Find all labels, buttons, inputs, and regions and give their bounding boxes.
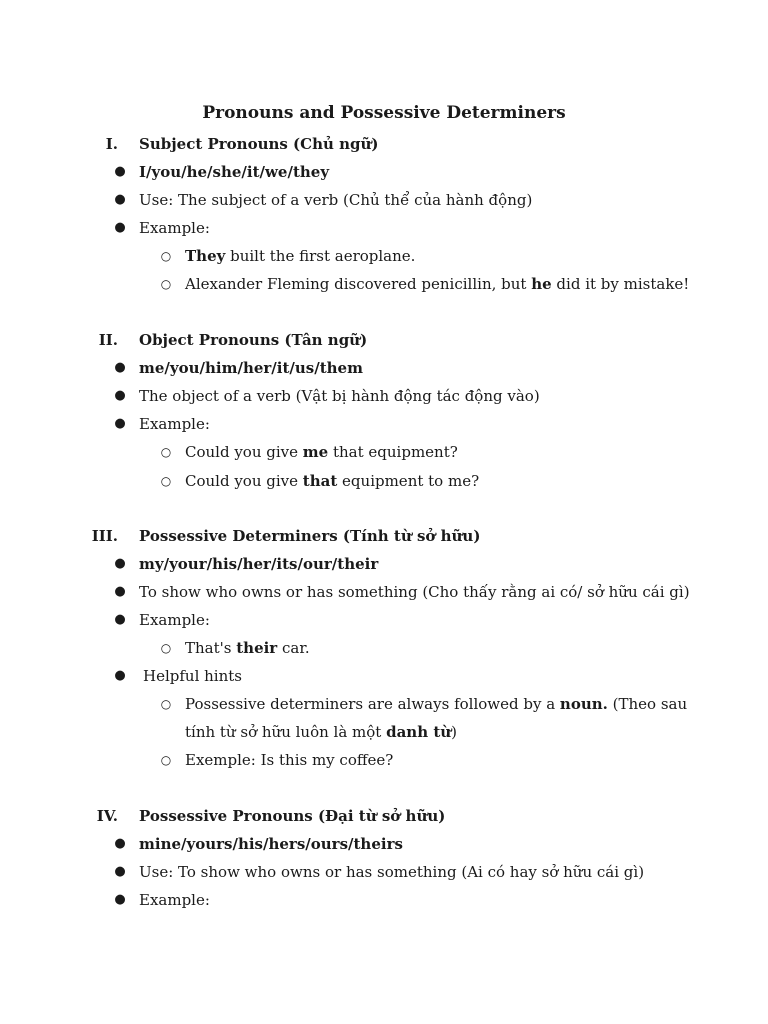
circle-bullet-icon: ○ xyxy=(160,474,172,488)
pronoun-forms: I/you/he/she/it/we/they xyxy=(139,163,330,181)
circle-bullet-icon: ○ xyxy=(160,697,172,711)
example-item: Could you give that equipment to me? xyxy=(185,472,480,490)
example-label: Example: xyxy=(139,219,210,237)
section-numeral: III. xyxy=(91,527,118,545)
example-label: Example: xyxy=(139,611,210,629)
section-heading: Possessive Pronouns (Đại từ sở hữu) xyxy=(139,807,446,825)
example-label: Example: xyxy=(139,415,210,433)
example-item: That's their car. xyxy=(185,639,310,657)
section-heading: Object Pronouns (Tân ngữ) xyxy=(139,331,368,349)
bullet-icon: ● xyxy=(114,668,126,683)
usage-text: To show who owns or has something (Cho thấy rằng ai có/ sở hữu cái gì) xyxy=(139,583,690,601)
usage-text: The object of a verb (Vật bị hành động tác động vào) xyxy=(139,387,540,405)
pronoun-forms: me/you/him/her/it/us/them xyxy=(139,359,363,377)
bullet-icon: ● xyxy=(114,612,126,627)
page-title: Pronouns and Possessive Determiners xyxy=(202,103,566,123)
example-item: They built the first aeroplane. xyxy=(185,247,416,265)
pronoun-forms: my/your/his/her/its/our/their xyxy=(139,555,379,573)
example-item: Alexander Fleming discovered penicillin, but he did it by mistake! xyxy=(185,275,690,293)
bullet-icon: ● xyxy=(114,192,126,207)
bullet-icon: ● xyxy=(114,864,126,879)
circle-bullet-icon: ○ xyxy=(160,277,172,291)
usage-text: Use: The subject of a verb (Chủ thể của hành động) xyxy=(139,191,533,209)
bullet-icon: ● xyxy=(114,388,126,403)
circle-bullet-icon: ○ xyxy=(160,249,172,263)
section-heading: Possessive Determiners (Tính từ sở hữu) xyxy=(139,527,481,545)
section-numeral: IV. xyxy=(96,807,118,825)
bullet-icon: ● xyxy=(114,220,126,235)
hint-item-continued: tính từ sở hữu luôn là một danh từ) xyxy=(185,723,458,741)
section-numeral: I. xyxy=(105,135,118,153)
circle-bullet-icon: ○ xyxy=(160,641,172,655)
pronoun-forms: mine/yours/his/hers/ours/theirs xyxy=(139,835,403,853)
circle-bullet-icon: ○ xyxy=(160,753,172,767)
bullet-icon: ● xyxy=(114,556,126,571)
section-heading: Subject Pronouns (Chủ ngữ) xyxy=(139,135,379,153)
hint-item: Possessive determiners are always followed by a noun. (Theo sau xyxy=(185,695,688,713)
bullet-icon: ● xyxy=(114,164,126,179)
bullet-icon: ● xyxy=(114,836,126,851)
usage-text: Use: To show who owns or has something (Ai có hay sở hữu cái gì) xyxy=(139,863,645,881)
bullet-icon: ● xyxy=(114,416,126,431)
bullet-icon: ● xyxy=(114,584,126,599)
hints-label: Helpful hints xyxy=(143,667,242,685)
bullet-icon: ● xyxy=(114,360,126,375)
example-item: Could you give me that equipment? xyxy=(185,443,458,461)
section-numeral: II. xyxy=(98,331,118,349)
circle-bullet-icon: ○ xyxy=(160,445,172,459)
hint-item: Exemple: Is this my coffee? xyxy=(185,751,394,769)
bullet-icon: ● xyxy=(114,892,126,907)
example-label: Example: xyxy=(139,891,210,909)
